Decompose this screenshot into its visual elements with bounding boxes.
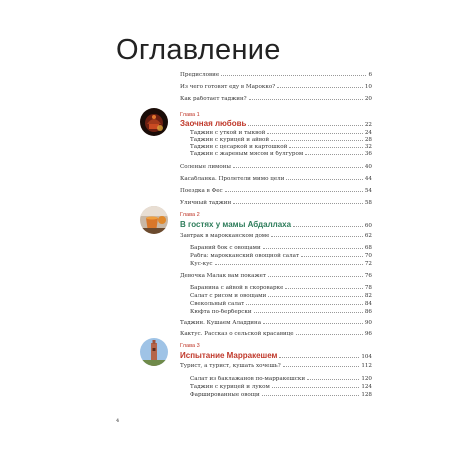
chapter-3-label: Глава 3 [180,343,200,349]
chapter-1-label: Глава 1 [180,112,200,118]
toc-entry[interactable]: Турист, а турист, кушать хочешь? 112 [180,363,372,369]
toc-entry[interactable]: Кактус. Рассказ о сельской красавице 96 [180,331,372,337]
toc-entry[interactable]: Баранина с айвой в скороварке 78 [190,285,372,291]
toc-entry[interactable]: Касабланка. Пролетели мимо цели 44 [180,176,372,182]
toc-entry[interactable]: Салат с рисом и овощами 82 [190,293,372,299]
toc-entry[interactable]: Таджин с жареным мясом и булгуром 36 [190,151,372,157]
tajine-pot-photo-icon [140,108,168,136]
toc-entry[interactable]: Уличный таджин 58 [180,200,372,206]
toc-entry[interactable]: Свекольный салат 84 [190,301,372,307]
toc-entry[interactable]: Из чего готовят еду в Марокко? 10 [180,84,372,90]
toc-entry[interactable]: Поездка в Фес 54 [180,188,372,194]
chapter-3-title[interactable]: Испытание Марракешем 104 [180,351,372,360]
toc-entry[interactable]: Таджин с курицей и айвой 28 [190,137,372,143]
chapter-1-title[interactable]: Заочная любовь 22 [180,119,372,128]
toc-entry[interactable]: Девочка Малак вам покажет 76 [180,273,372,279]
page-number: 4 [116,418,120,424]
toc-entry[interactable]: Рабга: марокканский овощной салат 70 [190,253,372,259]
chapter-2-label: Глава 2 [180,212,200,218]
chapter-2-title[interactable]: В гостях у мамы Абдаллаха 60 [180,220,372,229]
toc-entry[interactable]: Кюфта по-берберски 86 [190,309,372,315]
toc-entry[interactable]: Таджин. Кушаем Аладдина 90 [180,320,372,326]
toc-entry[interactable]: Фаршированные овощи 128 [190,392,372,398]
toc-entry[interactable]: Таджин с цесаркой и картошкой 32 [190,144,372,150]
toc-entry[interactable]: Соленые лимоны 40 [180,164,372,170]
toc-entry[interactable]: Таджин с уткой и тыквой 24 [190,130,372,136]
toc-entry[interactable]: Как работает таджин? 20 [180,96,372,102]
toc-entry[interactable]: Предисловие 6 [180,72,372,78]
toc-entry[interactable]: Салат из баклажанов по-марракешски 120 [190,376,372,382]
toc-entry[interactable]: Таджин с курицей и луком 124 [190,384,372,390]
toc-entry[interactable]: Кус-кус 72 [190,261,372,267]
minaret-photo-icon [140,338,168,366]
toc-entry[interactable]: Бараний бок с овощами 68 [190,245,372,251]
juice-glass-photo-icon [140,206,168,234]
page-title: Оглавление [116,34,281,66]
toc-entry[interactable]: Завтрак в марокканском доме 62 [180,233,372,239]
